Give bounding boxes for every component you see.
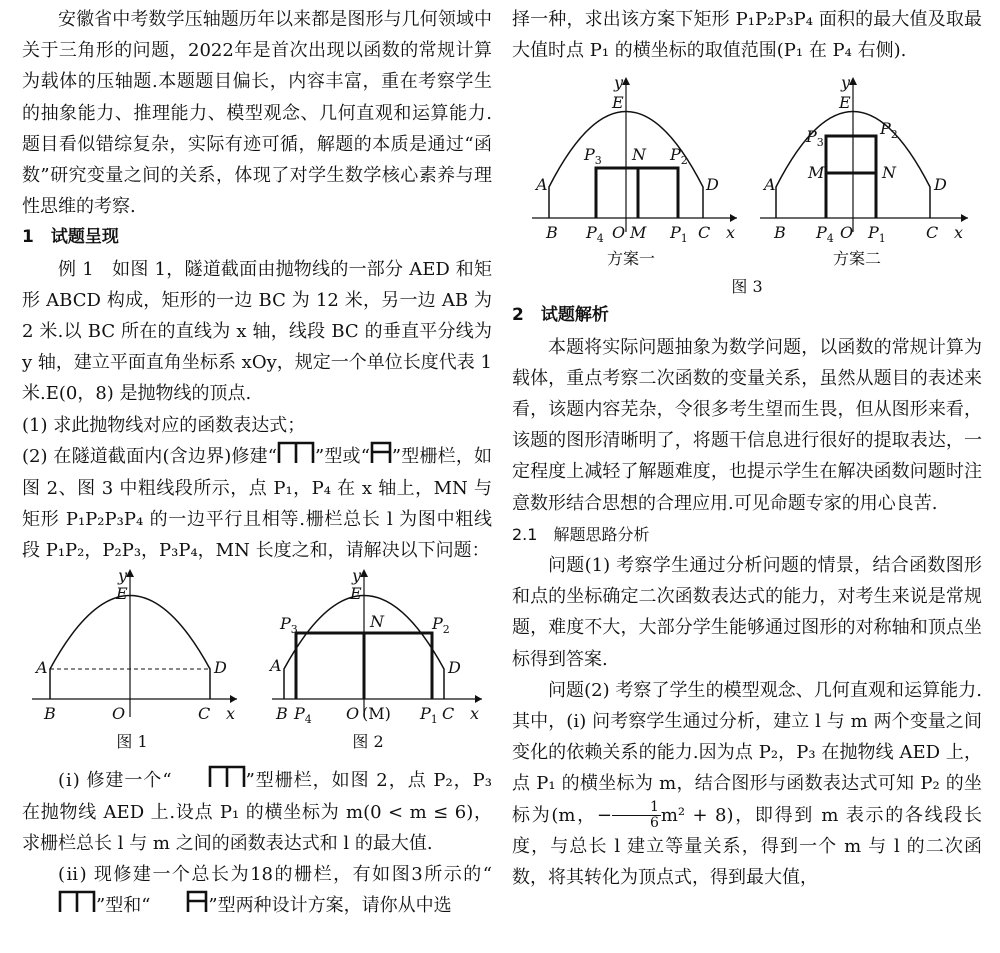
fig1-label-a: A [36, 657, 48, 677]
question-1: (1) 求此抛物线对应的函数表达式； [22, 414, 306, 436]
qi-text-a: (ⅰ) 修建一个“ [58, 769, 172, 791]
figure-3 [512, 72, 982, 296]
s2-label-y: y [841, 73, 851, 93]
left-column [22, 0, 492, 923]
s1-label-a: A [536, 175, 548, 195]
fig1-label-b: B [44, 703, 56, 723]
fraction-numerator: 1 [612, 800, 661, 816]
question-2 [22, 441, 492, 567]
fig2-label-p1: $P_1$ [420, 703, 438, 726]
s1-label-n: N [632, 145, 646, 165]
s2-label-c: C [926, 223, 939, 243]
question-2-i [22, 765, 492, 860]
question-2-ii-continued: 择一种，求出该方案下矩形 P₁P₂P₃P₄ 面积的最大值及取最大值时点 P₁ 的横坐标的取值范围(P₁ 在 P₄ 右侧). [512, 9, 982, 62]
s2-label-b: B [774, 223, 786, 243]
s2-label-p1: $P_1$ [868, 223, 886, 246]
box-fence-icon [370, 441, 392, 473]
box-fence-icon [150, 890, 208, 922]
s1-label-p2: $P_2$ [670, 145, 688, 168]
scheme-2-figure [760, 77, 968, 232]
fig2-label-p4: $P_4$ [294, 703, 312, 726]
s1-label-d: D [706, 175, 719, 195]
three-post-fence-icon [172, 765, 246, 797]
problem-2-analysis [512, 675, 982, 894]
s1-label-y: y [614, 73, 624, 93]
figure-2-caption: 图 2 [352, 731, 384, 751]
s2-label-o: O [840, 223, 854, 243]
qii-text-b: ”型和“ [96, 895, 151, 917]
s1-label-c: C [698, 223, 711, 243]
figure-1-caption: 图 1 [116, 731, 148, 751]
s2-label-x: x [954, 223, 964, 243]
q2-text-a: (2) 在隧道截面内(含边界)修建“ [22, 445, 277, 467]
s2-label-a: A [764, 175, 776, 195]
problem-1-analysis: 问题(1) 考察学生通过分析问题的情景，结合函数图形和点的坐标确定二次函数表达式的能力，对考生来说是常规题，难度不大，大部分学生能够通过图形的对称轴和顶点坐标得到答案. [512, 555, 982, 670]
question-2-ii [22, 859, 492, 922]
fig1-label-d: D [214, 657, 227, 677]
fig2-label-b: B [276, 703, 288, 723]
analysis-paragraph: 本题将实际问题抽象为数学问题，以函数的常规计算为载体，重点考察二次函数的变量关系，虽然从题目的表述来看，该题内容芜杂，令很多考生望而生畏，但从图形来看，该题的图形清晰明了，将题干信息进行很好的提取表达，一定程度上减轻了解题难度，也提示学生在解决函数问题时注意数形结合思想的合理应用.可见命题专家的用心良苦. [512, 336, 982, 514]
qi-text-b: ”型栅栏，如图 2，点 P₂，P₃ 在抛物线 AED 上.设点 P₁ 的横坐标为 m(0 < m ≤ 6)，求栅栏总长 l 与 m 之间的函数表达式和 l 的最大值. [22, 769, 492, 855]
figure-1 [32, 566, 237, 717]
intro-paragraph: 安徽省中考数学压轴题历年以来都是图形与几何领域中关于三角形的问题，2022年是首次出现以函数的常规计算为载体的压轴题.本题题目偏长，内容丰富，重在考察学生的抽象能力、推理能力、模型观念、几何直观和运算能力.题目看似错综复杂，实际有迹可循，解题的本质是通过“函数”研究变量之间的关系，体现了对学生数学核心素养与理性思维的考察. [22, 9, 492, 218]
qii-text-c: ”型两种设计方案，请你从中选 [208, 895, 452, 917]
p2-text-b: m² + 8)，即得到 m 表示的各线段长度，与总长 l 建立等量关系，得到一个 m 与 l 的二次函数，将其转化为顶点式，得到最大值， [512, 804, 982, 889]
three-post-fence-icon [277, 441, 315, 473]
section-2-heading: 2 试题解析 [512, 305, 609, 326]
s1-label-x: x [726, 223, 736, 243]
q2-text-c: ”型栅栏，如图 2、图 3 中粗线段所示，点 P₁，P₄ 在 x 轴上，MN 与矩形 P₁P₂P₃P₄ 的一边平行且相等.栅栏总长 l 为图中粗线段 P₁P₂，P₂P₃，P₃P₄，MN 长度之和，请解决以下问题： [22, 445, 493, 562]
fig2-label-c: C [442, 703, 455, 723]
fig2-label-m: (M) [362, 703, 391, 723]
figure-3-svg [512, 72, 982, 247]
example-statement: 例 1 如图 1，隧道截面由抛物线的一部分 AED 和矩形 ABCD 构成，矩形的一边 BC 为 12 米，另一边 AB 为 2 米.以 BC 所在的直线为 x 轴，线段 BC 的垂直平分线为 y 轴，建立平面直角坐标系 xOy，规定一个单位长度代表 1 米.E(0，8) 是抛物线的顶点. [22, 258, 492, 405]
figure-3-caption: 图 3 [731, 277, 763, 297]
fig2-label-y: y [352, 566, 362, 585]
q2-text-b: ”型或“ [314, 445, 370, 467]
s1-label-p3: $P_3$ [584, 145, 602, 168]
fig1-label-e: E [116, 583, 128, 603]
fig2-label-a: A [270, 655, 282, 675]
right-column [512, 0, 982, 894]
s1-label-b: B [546, 223, 558, 243]
fig2-label-d: D [448, 657, 461, 677]
scheme-1-caption: 方案一 [606, 249, 655, 269]
figure-1-2-svg [22, 567, 492, 727]
fig1-label-c: C [198, 703, 211, 723]
s2-label-d: D [934, 175, 947, 195]
s1-label-m: M [630, 223, 647, 243]
s2-label-e: E [839, 93, 851, 113]
fig2-label-o: O [346, 703, 360, 723]
section-1-heading: 1 试题呈现 [22, 227, 119, 248]
s1-label-p4: $P_4$ [586, 223, 604, 246]
qii-text-a: (ⅱ) 现修建一个总长为18的栅栏，有如图3所示的“ [58, 864, 492, 886]
figure-1-2 [22, 567, 492, 757]
fig2-label-p3: $P_3$ [280, 613, 298, 636]
s2-label-m: M [808, 163, 825, 183]
s2-label-p3: $P_3$ [806, 127, 824, 150]
p2-text-a: 问题(2) 考察了学生的模型观念、几何直观和运算能力.其中，(ⅰ) 问考察学生通过分析，建立 l 与 m 两个变量之间变化的依赖关系的能力.因为点 P₂，P₃ 在抛物线 AED 上，点 P₁ 的横坐标为 m，结合图形与函数表达式可知 P₂ 的坐标为(m，− [512, 679, 982, 826]
s1-label-p1: $P_1$ [670, 223, 688, 246]
fig2-label-p2: $P_2$ [432, 613, 450, 636]
fraction-denominator: 6 [649, 815, 659, 832]
scheme-2-caption: 方案二 [832, 249, 881, 269]
s2-label-n: N [882, 163, 896, 183]
fig1-label-y: y [118, 566, 128, 585]
figure-2 [272, 566, 482, 717]
fig1-label-x: x [226, 703, 236, 723]
fig1-label-o: O [112, 703, 126, 723]
s1-label-o: O [612, 223, 626, 243]
fig2-label-e: E [350, 583, 362, 603]
fraction [612, 800, 661, 831]
s2-label-p2: $P_2$ [880, 119, 898, 142]
s1-label-e: E [612, 93, 624, 113]
fig2-label-n: N [370, 611, 384, 631]
three-post-fence-icon [22, 890, 96, 922]
figure-2-labels [268, 567, 479, 726]
s2-label-p4: $P_4$ [816, 223, 834, 246]
subsection-2-1-heading: 2.1 解题思路分析 [512, 524, 650, 544]
fig2-label-x: x [470, 703, 480, 723]
